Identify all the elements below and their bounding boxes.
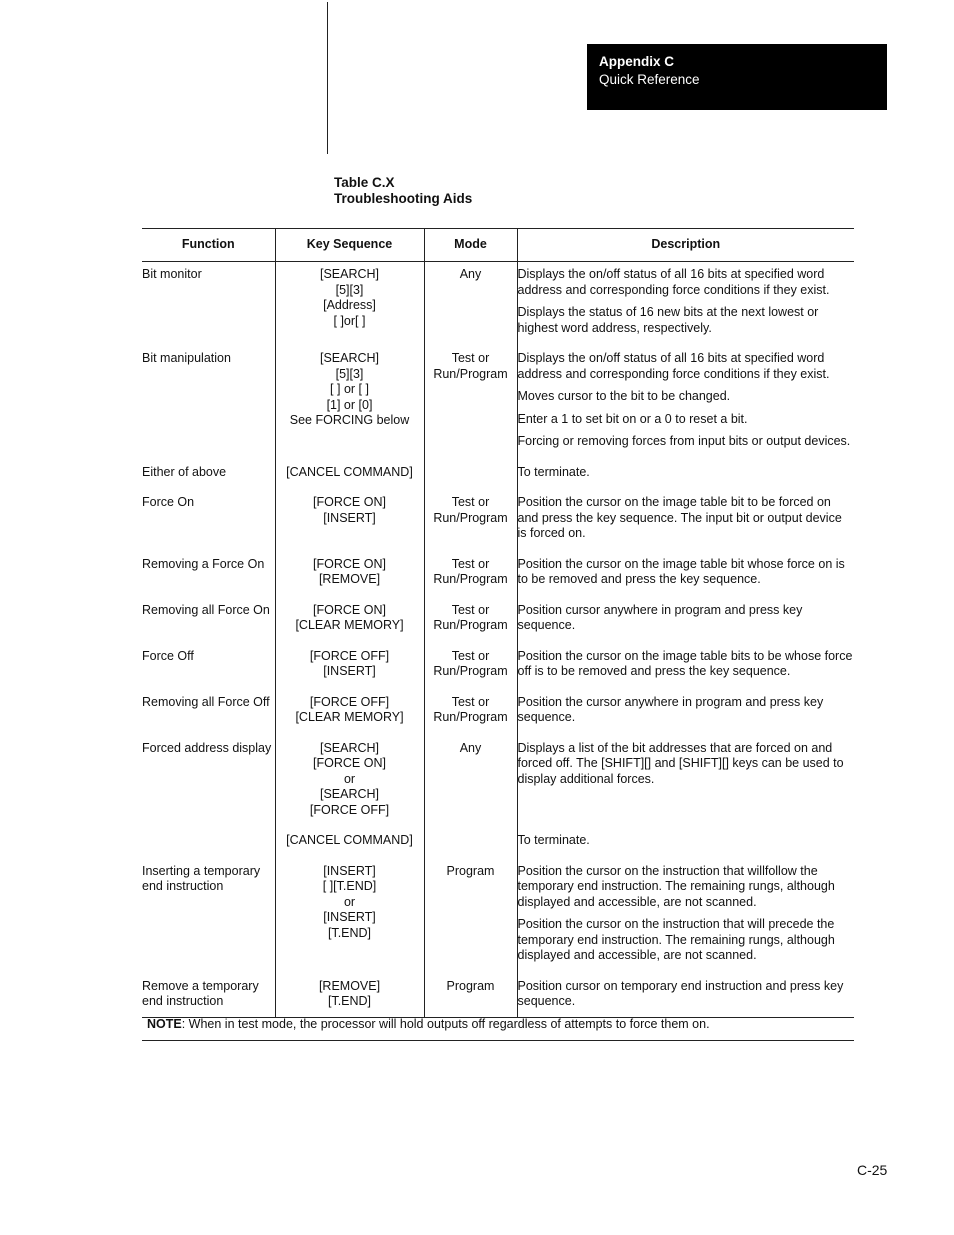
- function-cell: [142, 680, 275, 726]
- table-row: [142, 634, 854, 680]
- mode-cell: [424, 964, 517, 1018]
- key-sequence-line: [FORCE ON]: [313, 756, 386, 770]
- table-row: [142, 262, 854, 337]
- mode-line: Test or: [451, 602, 490, 617]
- table-row: [142, 480, 854, 542]
- function-line: Removing all Force On: [142, 602, 270, 617]
- header-description: Description: [651, 237, 721, 252]
- table-header-row: [142, 229, 854, 262]
- function-line: Removing all Force Off: [142, 694, 270, 709]
- description-cell: [517, 450, 854, 481]
- header-key-sequence: Key Sequence: [275, 229, 424, 262]
- mode-line: Any: [459, 267, 482, 281]
- table-row: [142, 680, 854, 726]
- key-sequence-line: [FORCE OFF]: [309, 648, 390, 663]
- key-sequence-cell: [275, 450, 424, 481]
- description-cell: [517, 680, 854, 726]
- key-sequence-line: [T.END]: [327, 925, 372, 940]
- function-line: Force On: [142, 495, 195, 509]
- function-cell: [142, 542, 275, 588]
- mode-cell: [424, 726, 517, 819]
- appendix-label: Appendix C: [599, 54, 675, 69]
- key-sequence-cell: [275, 634, 424, 680]
- table-row: [142, 818, 854, 849]
- key-sequence-line: [CLEAR MEMORY]: [295, 618, 404, 632]
- key-sequence-line: [ ][T.END]: [322, 879, 377, 893]
- mode-line: Run/Program: [433, 510, 508, 525]
- table-body: [142, 262, 854, 1018]
- description-cell: [517, 588, 854, 634]
- description-paragraph: Displays a list of the bit addresses that are forced on and forced off. The [SHIFT][] and [SHIFT][] keys can be used to display additional forces.: [517, 740, 844, 786]
- description-cell: [517, 480, 854, 542]
- function-line: Remove a temporary: [142, 978, 259, 993]
- description-paragraph: Position the cursor on the instruction that willfollow the temporary end instruction. The remaining rungs, although displayed and accessible, are not scanned.: [517, 863, 835, 909]
- key-sequence-line: [5][3]: [335, 282, 364, 297]
- mode-line: Run/Program: [433, 710, 508, 724]
- table-row: [142, 726, 854, 819]
- key-sequence-line: [SEARCH]: [319, 267, 380, 281]
- mode-line: Test or: [451, 556, 490, 571]
- mode-cell: [424, 336, 517, 450]
- description-paragraph: To terminate.: [517, 833, 590, 847]
- description-cell: [517, 336, 854, 450]
- header-function: Function: [142, 229, 275, 262]
- description-cell: [517, 726, 854, 819]
- key-sequence-line: [FORCE OFF]: [309, 694, 390, 709]
- mode-line: Test or: [451, 694, 490, 709]
- mode-line: Run/Program: [433, 618, 508, 632]
- key-sequence-line: [SEARCH]: [319, 351, 380, 365]
- description-paragraph: To terminate.: [517, 464, 590, 479]
- mode-line: Any: [459, 740, 482, 755]
- description-paragraph: Position the cursor on the image table bits to be whose force off is to be removed and press the key sequence.: [517, 648, 853, 678]
- function-line: end instruction: [142, 994, 224, 1008]
- function-cell: [142, 262, 275, 337]
- function-cell: [142, 480, 275, 542]
- description-paragraph: Position cursor on temporary end instruction and press key sequence.: [517, 978, 844, 1008]
- description-paragraph: Forcing or removing forces from input bits or output devices.: [517, 434, 851, 448]
- description-cell: [517, 542, 854, 588]
- function-cell: [142, 634, 275, 680]
- description-paragraph: Displays the status of 16 new bits at the next lowest or highest word address, respectively.: [517, 305, 819, 335]
- mode-line: Run/Program: [433, 664, 508, 678]
- key-sequence-cell: [275, 818, 424, 849]
- function-cell: [142, 450, 275, 481]
- key-sequence-line: [INSERT]: [323, 863, 376, 878]
- table-title: Troubleshooting Aids: [334, 191, 473, 206]
- mode-cell: [424, 818, 517, 849]
- key-sequence-line: or: [343, 894, 356, 909]
- margin-rule: [327, 2, 328, 154]
- key-sequence-cell: [275, 849, 424, 964]
- mode-line: Program: [446, 978, 495, 993]
- function-line: Removing a Force On: [142, 556, 265, 571]
- note-text: : When in test mode, the processor will hold outputs off regardless of attempts to force them on.: [181, 1017, 710, 1031]
- description-paragraph: Displays the on/off status of all 16 bits at specified word address and corresponding force conditions if they exist.: [517, 267, 830, 297]
- description-paragraph: Position the cursor anywhere in program and press key sequence.: [517, 694, 824, 724]
- description-cell: [517, 964, 854, 1018]
- key-sequence-cell: [275, 588, 424, 634]
- key-sequence-line: [CANCEL COMMAND]: [286, 464, 413, 479]
- key-sequence-line: [INSERT]: [323, 510, 376, 525]
- mode-line: Test or: [451, 648, 490, 663]
- function-line: Inserting a temporary: [142, 863, 261, 878]
- section-header: [587, 44, 887, 110]
- description-paragraph: Enter a 1 to set bit on or a 0 to reset a bit.: [517, 411, 748, 426]
- key-sequence-line: [FORCE ON]: [313, 556, 386, 571]
- mode-line: Test or: [451, 351, 490, 365]
- function-cell: [142, 818, 275, 849]
- mode-cell: [424, 634, 517, 680]
- table-row: [142, 849, 854, 964]
- key-sequence-line: [FORCE OFF]: [309, 802, 390, 817]
- description-paragraph: Displays the on/off status of all 16 bits at specified word address and corresponding force conditions if they exist.: [517, 351, 830, 381]
- description-cell: [517, 262, 854, 337]
- troubleshooting-table: [142, 228, 854, 1018]
- mode-cell: [424, 262, 517, 337]
- description-paragraph: Position cursor anywhere in program and press key sequence.: [517, 602, 803, 632]
- description-paragraph: Position the cursor on the image table bit whose force on is to be removed and press the key sequence.: [517, 556, 845, 586]
- section-label: Quick Reference: [599, 72, 700, 87]
- description-cell: [517, 849, 854, 964]
- mode-line: Test or: [451, 495, 490, 509]
- key-sequence-line: See FORCING below: [289, 413, 410, 427]
- table-row: [142, 336, 854, 450]
- key-sequence-line: [CLEAR MEMORY]: [295, 710, 404, 724]
- mode-cell: [424, 450, 517, 481]
- function-line: Bit monitor: [142, 267, 202, 281]
- key-sequence-line: [FORCE ON]: [313, 495, 386, 509]
- mode-cell: [424, 849, 517, 964]
- key-sequence-line: or: [343, 771, 356, 786]
- description-cell: [517, 634, 854, 680]
- key-sequence-line: [SEARCH]: [319, 787, 380, 801]
- mode-cell: [424, 542, 517, 588]
- function-line: Bit manipulation: [142, 351, 231, 365]
- mode-line: Program: [446, 863, 495, 878]
- table-row: [142, 964, 854, 1018]
- key-sequence-cell: [275, 262, 424, 337]
- function-line: end instruction: [142, 879, 224, 893]
- mode-line: Run/Program: [433, 572, 508, 586]
- function-line: Either of above: [142, 464, 227, 479]
- table-row: [142, 542, 854, 588]
- key-sequence-cell: [275, 680, 424, 726]
- key-sequence-cell: [275, 726, 424, 819]
- function-cell: [142, 726, 275, 819]
- function-line: Forced address display: [142, 740, 272, 755]
- key-sequence-line: [ ]or[ ]: [333, 313, 366, 328]
- key-sequence-line: [ ] or [ ]: [330, 382, 369, 396]
- function-cell: [142, 336, 275, 450]
- key-sequence-cell: [275, 964, 424, 1018]
- key-sequence-line: [INSERT]: [323, 664, 376, 678]
- key-sequence-line: [T.END]: [327, 994, 372, 1008]
- key-sequence-cell: [275, 336, 424, 450]
- key-sequence-line: [5][3]: [335, 366, 364, 381]
- description-paragraph: Position the cursor on the instruction that will precede the temporary end instruction. The remaining rungs, although displayed and accessible, are not scanned.: [517, 917, 835, 962]
- key-sequence-cell: [275, 542, 424, 588]
- key-sequence-line: [SEARCH]: [319, 740, 380, 755]
- mode-cell: [424, 588, 517, 634]
- description-paragraph: Position the cursor on the image table bit to be forced on and press the key sequence. The input bit or output device is forced on.: [517, 495, 842, 540]
- mode-line: Run/Program: [433, 366, 508, 381]
- table-number: Table C.X: [334, 175, 395, 190]
- key-sequence-line: [1] or [0]: [326, 397, 373, 412]
- function-cell: [142, 964, 275, 1018]
- mode-cell: [424, 680, 517, 726]
- key-sequence-line: [REMOVE]: [318, 978, 381, 993]
- key-sequence-line: [FORCE ON]: [313, 602, 386, 617]
- table-row: [142, 450, 854, 481]
- key-sequence-line: [Address]: [323, 298, 376, 312]
- description-paragraph: Moves cursor to the bit to be changed.: [517, 389, 731, 403]
- function-cell: [142, 849, 275, 964]
- key-sequence-line: [CANCEL COMMAND]: [286, 833, 413, 847]
- note-label: NOTE: [147, 1017, 182, 1031]
- description-cell: [517, 818, 854, 849]
- function-cell: [142, 588, 275, 634]
- table-row: [142, 588, 854, 634]
- page-number: C-25: [857, 1162, 888, 1178]
- header-mode: Mode: [424, 229, 517, 262]
- key-sequence-line: [INSERT]: [323, 910, 376, 924]
- key-sequence-cell: [275, 480, 424, 542]
- table-note: [142, 1013, 854, 1041]
- function-line: Force Off: [142, 648, 194, 663]
- mode-cell: [424, 480, 517, 542]
- key-sequence-line: [REMOVE]: [318, 572, 381, 586]
- table-caption: [334, 175, 472, 207]
